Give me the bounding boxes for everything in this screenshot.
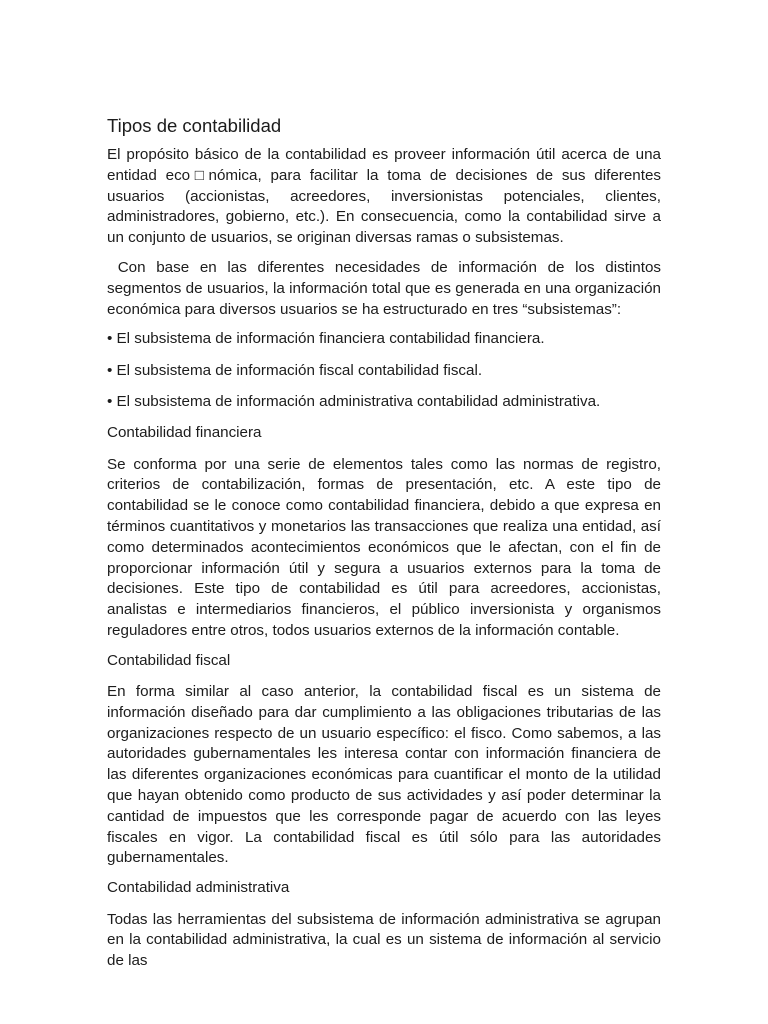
section-body-financial: Se conforma por una serie de elementos tales como las normas de registro, criterios de contabilización, formas de presentación, etc. A este tipo de contabilidad se le conoce como contabilidad financiera, debido a que expresa en términos cuantitativos y monetarios las transacciones que realiza una entidad, así como determinados acontecimientos económicos que le afectan, con el fin de proporcionar información útil y segura a usuarios externos para la toma de decisiones. Este tipo de contabilidad es útil para acreedores, accionistas, analistas e intermediarios financieros, el público inversionista y organismos reguladores entre otros, todos usuarios externos de la información contable. — [107, 455, 661, 639]
section-heading-administrative: Contabilidad administrativa — [107, 879, 290, 897]
document-page — [107, 114, 666, 981]
bullet-item-fiscal: • El subsistema de información fiscal contabilidad fiscal. — [107, 361, 483, 379]
section-heading-financial: Contabilidad financiera — [107, 424, 262, 442]
section-heading-fiscal: Contabilidad fiscal — [107, 651, 231, 669]
subsystems-paragraph: Con base en las diferentes necesidades de información de los distintos segmentos de usuarios, la información total que es generada en una organización económica para diversos usuarios se ha estructurado en tres “subsistemas”: — [107, 258, 666, 318]
intro-paragraph: El propósito básico de la contabilidad es proveer información útil acerca de una entidad eco□nómica, para facilitar la toma de decisiones de sus diferentes usuarios (accionistas, acreedores, inversionistas potenciales, clientes, administradores, gobierno, etc.). En consecuencia, como la contabilidad sirve a un conjunto de usuarios, se originan diversas ramas o subsistemas. — [107, 146, 661, 247]
section-body-fiscal: En forma similar al caso anterior, la contabilidad fiscal es un sistema de información diseñado para dar cumplimiento a las obligaciones tributarias de las organizaciones respecto de un usuario específico: el fisco. Como sabemos, a las autoridades gubernamentales les interesa contar con información financiera de las diferentes organizaciones económicas para cuantificar el monto de la utilidad que hayan obtenido como producto de sus actividades y así poder determinar la cantidad de impuestos que les corresponde pagar de acuerdo con las leyes fiscales en vigor. La contabilidad fiscal es útil sólo para las autoridades gubernamentales. — [107, 683, 661, 867]
section-body-administrative: Todas las herramientas del subsistema de información administrativa se agrupan en la contabilidad administrativa, la cual es un sistema de información al servicio de las — [107, 910, 661, 970]
bullet-item-administrative: • El subsistema de información administrativa contabilidad administrativa. — [107, 392, 601, 410]
bullet-item-financial: • El subsistema de información financiera contabilidad financiera. — [107, 330, 545, 348]
document-title: Tipos de contabilidad — [107, 115, 282, 136]
